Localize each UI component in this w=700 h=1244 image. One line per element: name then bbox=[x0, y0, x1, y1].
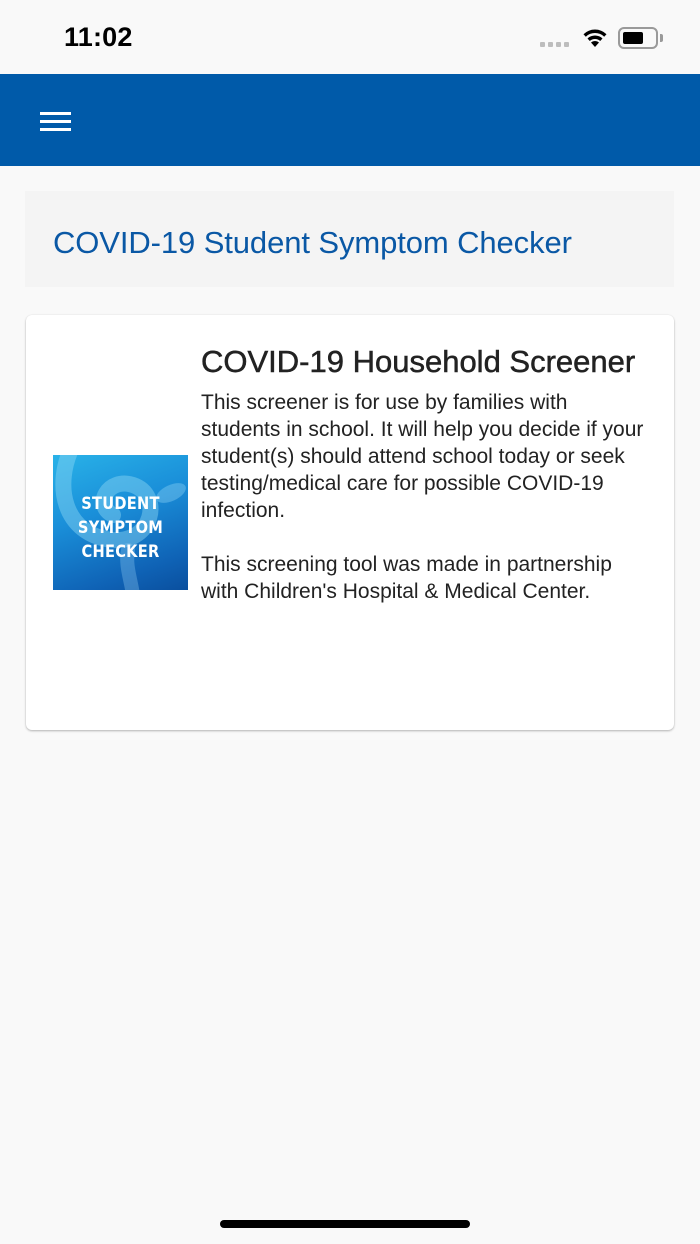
cellular-signal-icon bbox=[540, 42, 569, 47]
status-time: 11:02 bbox=[64, 22, 133, 52]
card-title: COVID-19 Household Screener bbox=[201, 344, 636, 379]
home-indicator[interactable] bbox=[220, 1220, 470, 1228]
logo-text-line: SYMPTOM bbox=[77, 518, 164, 538]
logo-text bbox=[53, 492, 188, 564]
card-body bbox=[201, 342, 651, 605]
hamburger-menu-icon[interactable] bbox=[38, 110, 74, 134]
card-description-paragraph: This screening tool was made in partnership with Children's Hospital & Medical Center. bbox=[201, 553, 612, 603]
app-bar bbox=[0, 74, 700, 166]
battery-tip bbox=[660, 34, 663, 42]
page-title: COVID-19 Student Symptom Checker bbox=[53, 225, 572, 260]
student-symptom-checker-logo bbox=[53, 455, 188, 590]
title-panel bbox=[25, 191, 674, 287]
logo-text-line: CHECKER bbox=[81, 542, 160, 562]
wifi-icon bbox=[581, 26, 609, 48]
screener-card[interactable] bbox=[26, 315, 674, 730]
battery-icon bbox=[618, 27, 658, 49]
card-description-paragraph: This screener is for use by families with students in school. It will help you decide if your student(s) should attend school today or seek testing/medical care for possible COVID-19 infection. bbox=[201, 391, 644, 522]
logo-text-line: STUDENT bbox=[81, 494, 160, 514]
status-bar bbox=[0, 0, 700, 74]
card-description bbox=[201, 389, 651, 605]
